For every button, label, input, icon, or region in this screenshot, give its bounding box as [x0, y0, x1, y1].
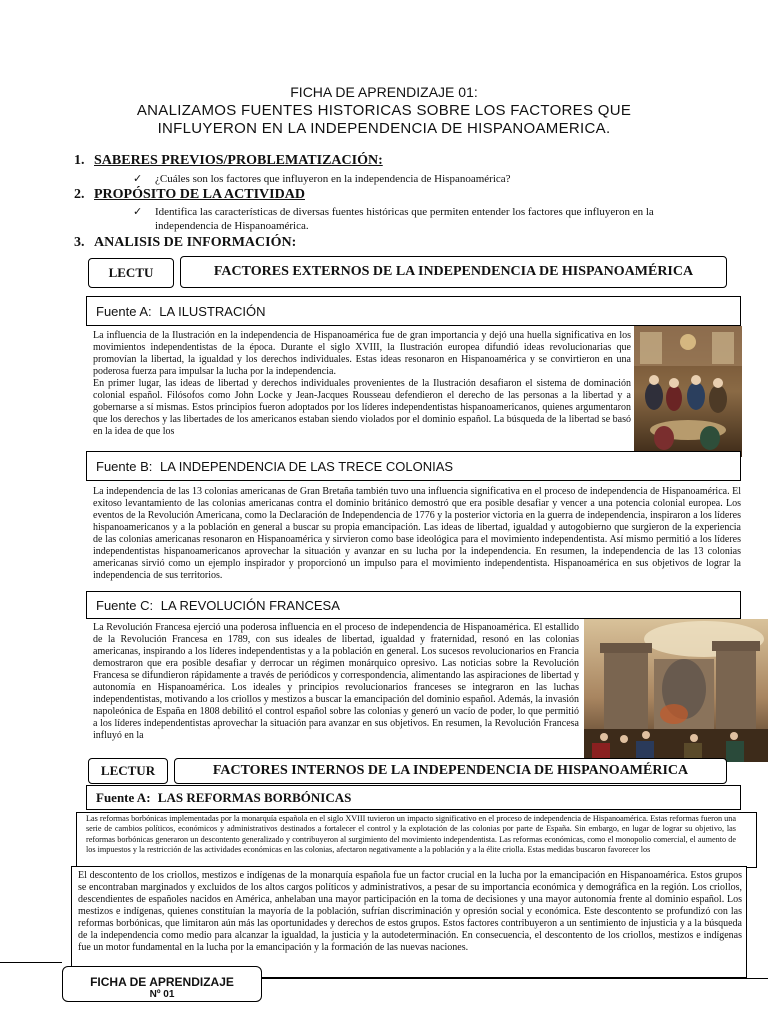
reading-label: LECTU	[108, 265, 154, 280]
fuente-a-text	[93, 330, 631, 453]
paragraph: En primer lugar, las ideas de libertad y derechos individuales provenientes de la Ilustración desafiaron el sistema de dominación colonial español. Filósofos como John Locke y Jean-Jacques Rousseau defendieron el derecho de las personas a la libertad y a gobernarse a sí mismas. Estos principios fueron adoptados por los líderes independentistas hispanoamericanos, quienes argumentaron que los derechos y las libertades de los americanos estaban siendo violados por el dominio español. La búsqueda de la libertad se basó en la idea de que los	[93, 378, 631, 437]
divider	[0, 962, 62, 963]
section-title: SABERES PREVIOS/PROBLEMATIZACIÓN:	[94, 153, 383, 168]
storming-of-bastille-painting	[584, 619, 768, 762]
paragraph: La Revolución Francesa ejerció una poderosa influencia en el proceso de independencia de Hispanoamérica. El estallido de la Revolución Francesa en 1789, con sus ideales de libertad, igualdad y fraternidad, resonó en las colonias americanas, inspirando a los líderes independentistas y a la población en general. Los sucesos revolucionarios en Francia demostraron que era posible desafiar y derrocar un régimen monárquico opresivo. Las noticias sobre la Revolución Francesa se difundieron rápidamente a través de periódicos y correspondencia, alimentando las aspiraciones de libertad y autonomía en Hispanoamérica. Los ideales y principios revolucionarios franceses se integraron en las luchas independentistas, motivando a los criollos y mestizos a buscar la emancipación del dominio español. Además, la invasión napoleónica de España en 1808 debilitó el control español sobre las colonias y generó un vacío de poder, lo que permitió a los líderes independentistas aprovechar la situación para avanzar en sus objetivos. En resumen, la Revolución Francesa influyó en la	[93, 622, 579, 741]
fuente-a-header	[86, 296, 741, 326]
fuente-title: LA INDEPENDENCIA DE LAS TRECE COLONIAS	[160, 459, 454, 474]
section-number: 2.	[74, 187, 85, 202]
footer-ficha-box	[62, 966, 262, 1002]
fuente-label: Fuente B:	[96, 459, 153, 474]
section-number: 3.	[74, 235, 85, 250]
section-3-heading	[74, 235, 296, 251]
ficha-title: FICHA DE APRENDIZAJE 01:	[290, 84, 478, 100]
checklist-item	[133, 172, 693, 186]
checklist-text: Identifica las características de diversas fuentes históricas que permiten entender los factores que influyeron en la independencia de Hispanoamérica.	[155, 206, 654, 232]
internal-factors-title: FACTORES INTERNOS DE LA INDEPENDENCIA DE HISPANOAMÉRICA	[212, 763, 689, 778]
section-1-heading	[74, 153, 383, 169]
fuente-title: LAS REFORMAS BORBÓNICAS	[157, 790, 352, 805]
fuente-title: LA REVOLUCIÓN FRANCESA	[160, 598, 340, 613]
paragraph: La influencia de la Ilustración en la independencia de Hispanoamérica fue de gran importancia y dejó una huella significativa en los movimientos independentistas de la época. Durante el siglo XVIII, la Ilustración europea difundió ideas revolucionarias que promovían la libertad, la igualdad y los derechos individuales. Estas ideas resonaron en Hispanoamérica y se convirtieron en una poderosa fuerza para impulsar la lucha por la independencia.	[93, 330, 631, 377]
fuente-c-text	[93, 622, 579, 760]
fuente-label: Fuente A:	[96, 790, 151, 805]
footer-ficha-title: FICHA DE APRENDIZAJE	[90, 975, 234, 989]
fuente-label: Fuente C:	[96, 598, 154, 613]
internal-factors-header	[174, 758, 727, 784]
criollos-text	[78, 870, 742, 976]
fuente-c-header	[86, 591, 741, 619]
enlightenment-salon-painting	[634, 326, 742, 457]
fuente-b-text	[93, 486, 741, 591]
checkmark-icon: ✓	[133, 206, 143, 218]
divider	[262, 978, 768, 979]
fuente-b-header	[86, 451, 741, 481]
fuente-label: Fuente A:	[96, 304, 152, 319]
main-title-line-2: INFLUYERON EN LA INDEPENDENCIA DE HISPANOAMERICA.	[157, 120, 611, 137]
checklist-text: ¿Cuáles son los factores que influyeron en la independencia de Hispanoamérica?	[155, 173, 511, 185]
external-factors-title: FACTORES EXTERNOS DE LA INDEPENDENCIA DE HISPANOAMÉRICA	[213, 264, 694, 279]
fuente-a2-text	[86, 814, 736, 866]
fuente-a2-header	[86, 785, 741, 810]
paragraph: Las reformas borbónicas implementadas por la monarquía española en el siglo XVIII tuvieron un impacto significativo en el proceso de independencia de Hispanoamérica. Estas reformas fueron una serie de cambios políticos, económicos y administrativos destinados a fortalecer el control y la explotación de las colonias por parte de España. Sin embargo, en lugar de lograr su objetivo, las reformas borbónicas generaron un descontento generalizado y contribuyeron al surgimiento del movimiento independentista. Las reformas económicas, como el monopolio comercial, el aumento de los impuestos y la restricción de las actividades económicas en las colonias, afectaron negativamente a la población y a la élite criolla. Estas medidas buscaron favorecer los	[86, 814, 736, 855]
external-factors-header	[180, 256, 727, 288]
reading-label-box	[88, 258, 174, 288]
reading-label: LECTUR	[100, 763, 156, 778]
section-number: 1.	[74, 153, 85, 168]
reading-label-box	[88, 758, 168, 784]
main-title-line-1: ANALIZAMOS FUENTES HISTORICAS SOBRE LOS FACTORES QUE	[136, 102, 632, 119]
checkmark-icon: ✓	[133, 173, 143, 185]
section-title: PROPÓSITO DE LA ACTIVIDAD	[94, 187, 305, 202]
paragraph: El descontento de los criollos, mestizos e indígenas de la monarquía española fue un factor crucial en la lucha por la emancipación en Hispanoamérica. Estos grupos se encontraban marginados y excluidos de los altos cargos políticos y administrativos, a pesar de su importancia económica y demográfica en la región. Los criollos, descendientes de españoles nacidos en América, anhelaban una mayor participación en la toma de decisiones y una mayor autonomía frente al dominio español. Los mestizos e indígenas, quienes constituían la mayoría de la población, sufrían discriminación y opresión social y económica. Este descontento se profundizó con las reformas borbónicas, que limitaron aún más las oportunidades y derechos de estos grupos. Estos factores contribuyeron a un sentimiento de injusticia y a la búsqueda de la independencia como medio para alcanzar la igualdad, la justicia y la autodeterminación. En consecuencia, el descontento de los criollos, mestizos e indígenas fue un motor fundamental en la lucha por la emancipación y la formación de las nuevas naciones.	[78, 870, 742, 953]
section-2-heading	[74, 187, 305, 203]
checklist-item	[133, 205, 678, 233]
footer-ficha-number: Nº 01	[149, 989, 175, 1000]
paragraph: La independencia de las 13 colonias americanas de Gran Bretaña también tuvo una influencia significativa en el proceso de independencia de Hispanoamérica. El exitoso levantamiento de las colonias americanas contra el dominio británico demostró que era posible desafiar y vencer a una potencia colonial europea. Los eventos de la Revolución Americana, como la Declaración de Independencia de 1776 y la posterior victoria en la guerra de independencia, inspiraron a los líderes hispanoamericanos y a la población en general a buscar su propia emancipación. Las ideas de libertad, igualdad y autogobierno que surgieron de la experiencia de las colonias americanas resonaron en Hispanoamérica y sirvieron como base ideológica para el movimiento independentista. Así mismo permitió a los líderes independentistas hispanoamericanos aprovechar la situación y avanzar en su lucha por la independencia. En resumen, la independencia de las 13 colonias americanas sirvió como un ejemplo inspirador y proporcionó un impulso para el movimiento independentista. Hispanoamérica en sus objetivos de lograr la independencia de sus territorios.	[93, 486, 741, 581]
fuente-title: LA ILUSTRACIÓN	[159, 304, 266, 319]
section-title: ANALISIS DE INFORMACIÓN:	[94, 235, 297, 250]
main-title	[0, 102, 768, 138]
